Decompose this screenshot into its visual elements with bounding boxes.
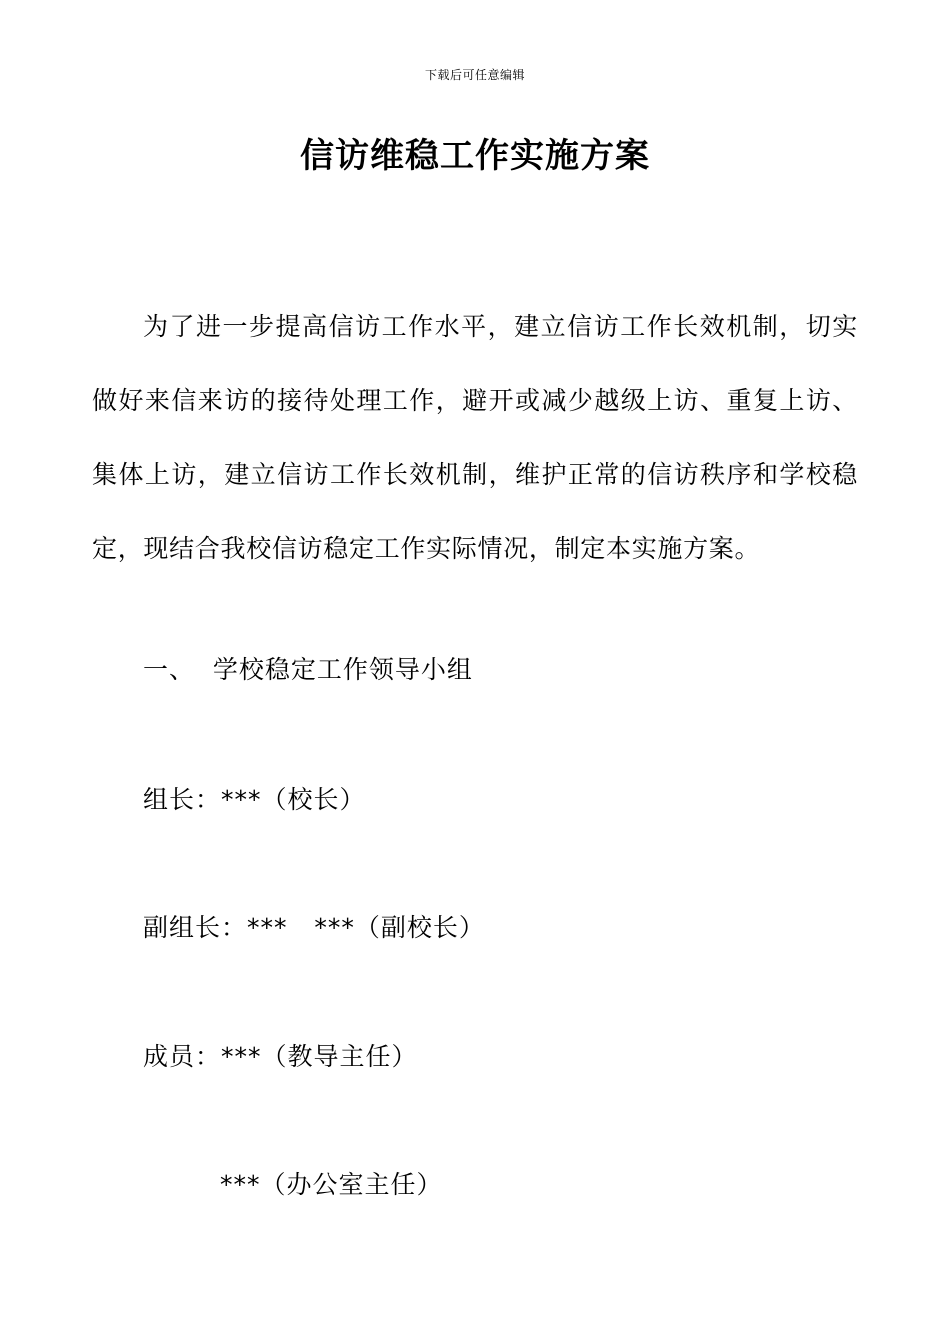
member-line-continued: ***（办公室主任） bbox=[220, 1170, 443, 1199]
deputy-leader-line: 副组长：*** ***（副校长） bbox=[143, 913, 485, 942]
intro-paragraph: 为了进一步提高信访工作水平，建立信访工作长效机制，切实做好来信来访的接待处理工作，避开或减少越级上访、重复上访、集体上访，建立信访工作长效机制，维护正常的信访秩序和学校稳定，现结合我校信访稳定工作实际情况，制定本实施方案。 bbox=[92, 312, 858, 563]
section-heading: 一、 学校稳定工作领导小组 bbox=[143, 655, 473, 684]
document-title: 信访维稳工作实施方案 bbox=[300, 136, 650, 176]
page-header-note: 下载后可任意编辑 bbox=[424, 68, 525, 82]
group-leader-line: 组长：***（校长） bbox=[143, 785, 366, 814]
member-line: 成员：***（教导主任） bbox=[143, 1042, 418, 1071]
